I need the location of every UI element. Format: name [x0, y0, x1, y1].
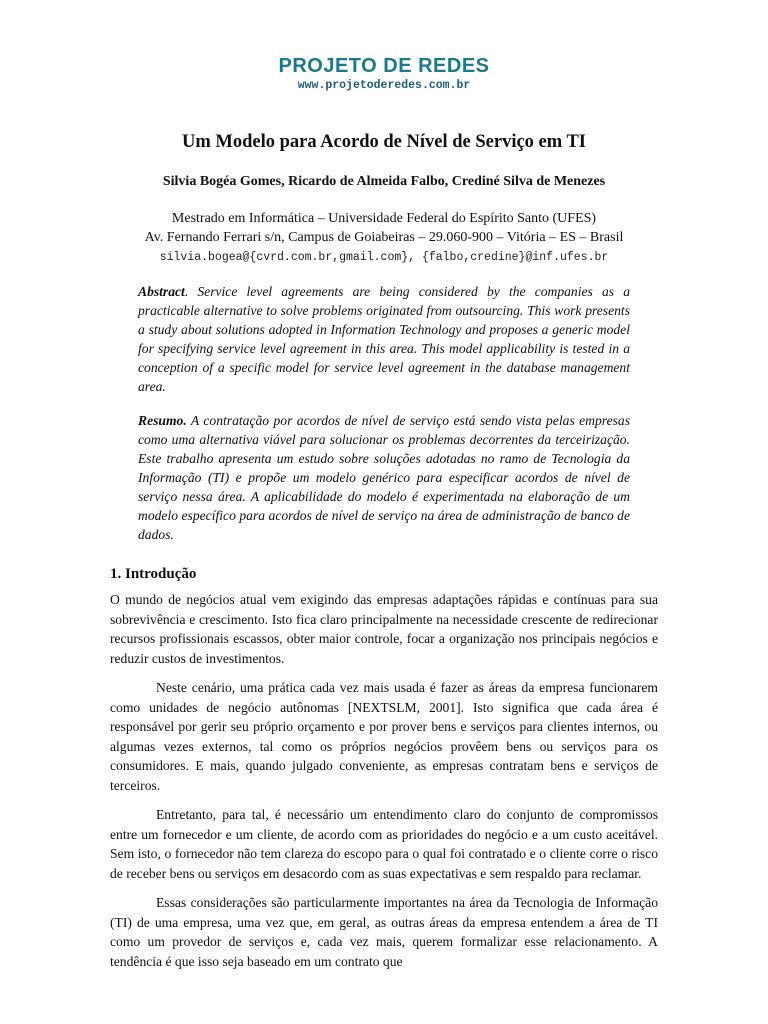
- author-emails: silvia.bogea@{cvrd.com.br,gmail.com}, {falbo,credine}@inf.ufes.br: [159, 251, 609, 264]
- affiliation: [0, 209, 768, 247]
- brand-url[interactable]: www.projetoderedes.com.br: [297, 79, 471, 92]
- page-header: [0, 0, 768, 93]
- brand-title: PROJETO DE REDES: [278, 55, 490, 77]
- paper-title: Um Modelo para Acordo de Nível de Serviço em TI: [181, 132, 587, 152]
- affiliation-line-1: Mestrado em Informática – Universidade Federal do Espírito Santo (UFES): [171, 211, 597, 226]
- abstract-text: . Service level agreements are being considered by the companies as a practicable alternative to solve problems originated from outsourcing. This work presents a study about solutions adopted in Information Technology and proposes a generic model for specifying service level agreement in this area. This model applicability is tested in a conception of a specific model for service level agreement in the database management area.: [138, 284, 630, 394]
- body-paragraph: Essas considerações são particularmente importantes na área da Tecnologia de Informação (TI) de uma empresa, uma vez que, em geral, as outras áreas da empresa entendem a área de TI como um provedor de serviços e, cada vez mais, querem formalizar esse relacionamento. A tendência é que isso seja baseado em um contrato que: [110, 895, 658, 969]
- affiliation-line-2: Av. Fernando Ferrari s/n, Campus de Goiabeiras – 29.060-900 – Vitória – ES – Brasil: [144, 230, 624, 245]
- resumo-text: A contratação por acordos de nível de serviço está sendo vista pelas empresas como uma alternativa viável para solucionar os problemas decorrentes da terceirização. Este trabalho apresenta um estudo sobre soluções adotadas no ramo de Tecnologia da Informação (TI) e propõe um modelo genérico para especificar acordos de nível de serviço nessa área. A aplicabilidade do modelo é experimentada na elaboração de um modelo específico para acordos de nível de serviço na área de administração de banco de dados.: [138, 413, 630, 542]
- body-paragraph: O mundo de negócios atual vem exigindo das empresas adaptações rápidas e contínuas para sua sobrevivência e crescimento. Isto fica claro principalmente na necessidade crescente de redirecionar recursos profissionais escassos, obter maior controle, focar a organização nos principais negócios e reduzir custos de investimentos.: [110, 592, 658, 666]
- section-heading-introducao: 1. Introdução: [110, 566, 197, 582]
- resumo-block: [138, 411, 630, 544]
- body-paragraph: Neste cenário, uma prática cada vez mais usada é fazer as áreas da empresa funcionarem como unidades de negócio autônomas [NEXTSLM, 2001]. Isto significa que cada área é responsável por gerir seu próprio orçamento e por prover bens e serviços para clientes internos, ou algumas vezes externos, tal como os próprios negócios provêem bens ou serviços para os consumidores. E mais, quando julgado conveniente, as empresas contratam bens e serviços de terceiros.: [110, 680, 658, 793]
- resumo-label: Resumo.: [138, 413, 187, 428]
- abstract-block: [138, 282, 630, 396]
- paper-authors: Silvia Bogéa Gomes, Ricardo de Almeida Falbo, Crediné Silva de Menezes: [162, 174, 606, 189]
- body-paragraph: Entretanto, para tal, é necessário um entendimento claro do conjunto de compromissos entre um fornecedor e um cliente, de acordo com as prioridades do negócio e a um custo aceitável. Sem isto, o fornecedor não tem clareza do escopo para o qual foi contratado e o cliente corre o risco de receber bens ou serviços em desacordo com as suas expectativas e sem respaldo para reclamar.: [110, 807, 658, 881]
- abstract-label: Abstract: [138, 284, 185, 299]
